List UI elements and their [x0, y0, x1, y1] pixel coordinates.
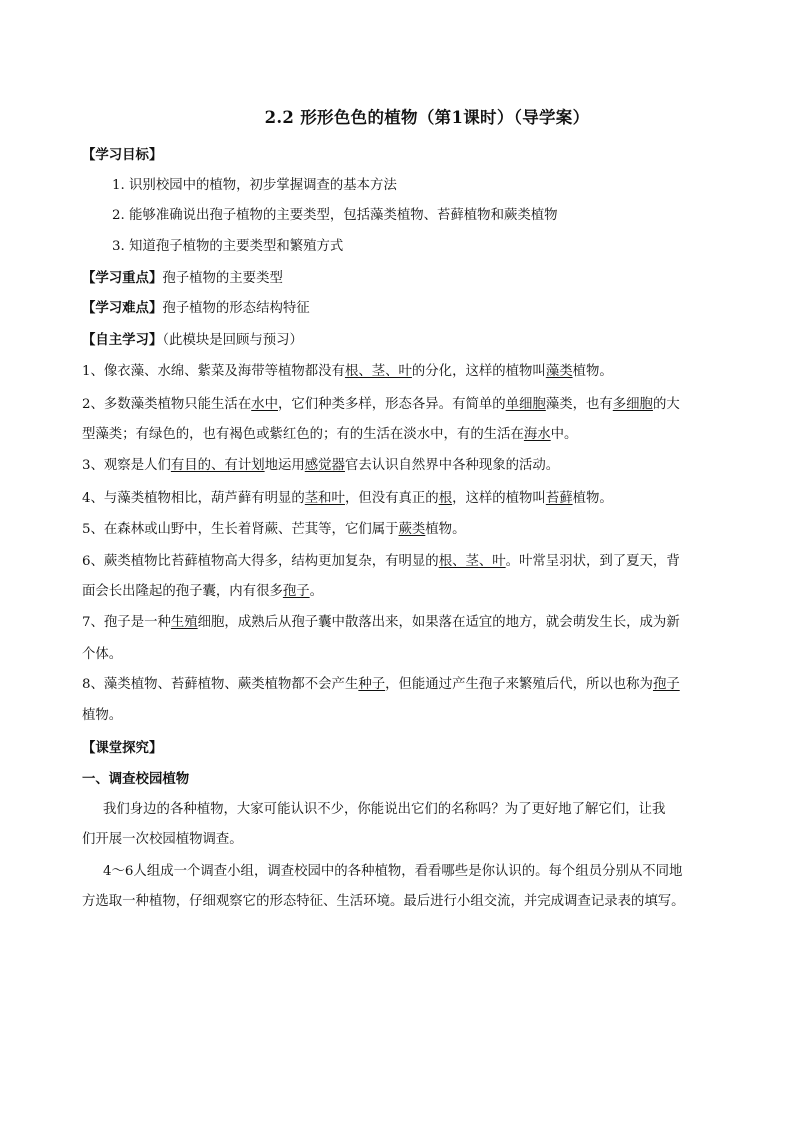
question-2 [82, 395, 680, 415]
question-8 [82, 675, 680, 695]
question-1 [82, 362, 613, 382]
paragraph-2-line-2: 方选取一种植物，仔细观察它的形态特征、生活环境。最后进行小组交流，并完成调查记录表的填写。 [82, 894, 685, 909]
question-7-cont: 个体。 [82, 647, 123, 662]
q8-text-a: 8、藻类植物、苔藓植物、蕨类植物都不会产生 [82, 677, 359, 692]
q3-answer-2: 感觉器 [304, 458, 345, 473]
paragraph-1-line-1: 我们身边的各种植物，大家可能认识不少，你能说出它们的名称吗？为了更好地了解它们，让我 [103, 802, 666, 817]
q1-text-a: 1、像衣藻、水绵、紫菜及海带等植物都没有 [82, 364, 345, 379]
q5-text-a: 5、在森林或山野中，生长着肾蕨、芒萁等，它们属于 [82, 522, 399, 537]
question-8-cont: 植物。 [82, 708, 123, 723]
question-6 [82, 552, 680, 572]
explore-heading: 【课堂探究】 [82, 740, 163, 756]
page-title: 2.2 形形色色的植物（第1课时）（导学案） [264, 108, 590, 127]
q2-text-d: 的大 [652, 397, 680, 412]
question-6-cont [82, 582, 323, 602]
focus-line [82, 268, 283, 289]
q6-answer-2: 孢子 [282, 584, 310, 599]
q1-text-b: 的分化，这样的植物叫 [411, 364, 546, 379]
q8-answer-2: 孢子 [652, 677, 680, 692]
self-study-line [82, 330, 303, 351]
question-7 [82, 613, 680, 633]
q6-answer-1: 根、茎、叶 [438, 554, 506, 569]
q7-text-b: 细胞，成熟后从孢子囊中散落出来，如果落在适宜的地方，就会萌发生长，成为新 [197, 615, 680, 630]
focus-text: 孢子植物的主要类型 [162, 271, 283, 286]
difficulty-heading: 【学习难点】 [82, 300, 163, 316]
q2-text-c: 藻类，也有 [545, 397, 613, 412]
q4-text-d: 植物。 [572, 491, 613, 506]
focus-heading: 【学习重点】 [82, 270, 163, 286]
q3-text-c: 官去认识自然界中各种现象的活动。 [344, 458, 560, 473]
paragraph-1-line-2: 们开展一次校园植物调查。 [82, 832, 243, 847]
q5-answer-1: 蕨类 [398, 522, 426, 537]
q4-answer-3: 苔藓 [545, 491, 573, 506]
goal-item-2: 2. 能够准确说出孢子植物的主要类型，包括藻类植物、苔藓植物和蕨类植物 [112, 208, 558, 223]
question-3 [82, 456, 559, 476]
q7-text-a: 7、孢子是一种 [82, 615, 171, 630]
self-study-note: （此模块是回顾与预习） [162, 333, 303, 348]
goal-item-1: 1. 识别校园中的植物，初步掌握调查的基本方法 [112, 178, 397, 193]
q3-text-b: 地运用 [264, 458, 305, 473]
q5-text-b: 植物。 [425, 522, 466, 537]
q1-answer-2: 藻类 [545, 364, 573, 379]
paragraph-2-line-1: 4～6人组成一个调查小组，调查校园中的各种植物，看看哪些是你认识的。每个组员分别从不同地 [103, 864, 683, 879]
q4-answer-1: 茎和叶 [304, 491, 345, 506]
q1-answer-1: 根、茎、叶 [344, 364, 412, 379]
q2-text-e: 型藻类；有绿色的，也有褐色或紫红色的；有的生活在淡水中，有的生活在 [82, 427, 524, 442]
q2-text-b: ，它们种类多样，形态各异。有简单的 [278, 397, 506, 412]
question-2-cont [82, 425, 577, 445]
q4-text-c: ，这样的植物叫 [452, 491, 546, 506]
q3-text-a: 3、观察是人们 [82, 458, 171, 473]
goals-heading: 【学习目标】 [82, 147, 163, 163]
section-1-heading: 一、调查校园植物 [82, 771, 190, 787]
q3-answer-1: 有目的、有计划 [170, 458, 265, 473]
q2-answer-4: 海水 [523, 427, 551, 442]
goal-item-3: 3. 知道孢子植物的主要类型和繁殖方式 [112, 239, 344, 254]
q2-text-a: 2、多数藻类植物只能生活在 [82, 397, 252, 412]
q6-text-a: 6、蕨类植物比苔藓植物高大得多，结构更加复杂，有明显的 [82, 554, 439, 569]
q4-text-b: ，但没有真正的 [344, 491, 439, 506]
q1-text-c: 植物。 [572, 364, 613, 379]
q8-text-b: ，但能通过产生孢子来繁殖后代，所以也称为 [385, 677, 653, 692]
q4-text-a: 4、与藻类植物相比，葫芦藓有明显的 [82, 491, 305, 506]
q6-text-c: 面会长出隆起的孢子囊，内有很多 [82, 584, 283, 599]
q2-answer-2: 单细胞 [505, 397, 546, 412]
q2-answer-3: 多细胞 [612, 397, 653, 412]
difficulty-text: 孢子植物的形态结构特征 [162, 301, 310, 316]
question-5 [82, 520, 465, 540]
q2-answer-1: 水中 [251, 397, 278, 412]
q4-answer-2: 根 [438, 491, 453, 506]
q8-answer-1: 种子 [358, 677, 386, 692]
q6-text-b: 。叶常呈羽状，到了夏天，背 [505, 554, 680, 569]
difficulty-line [82, 298, 310, 319]
q6-text-d: 。 [309, 584, 324, 599]
self-study-heading: 【自主学习】 [82, 332, 163, 348]
question-4 [82, 489, 613, 509]
q2-text-f: 中。 [550, 427, 578, 442]
q7-answer-1: 生殖 [170, 615, 198, 630]
